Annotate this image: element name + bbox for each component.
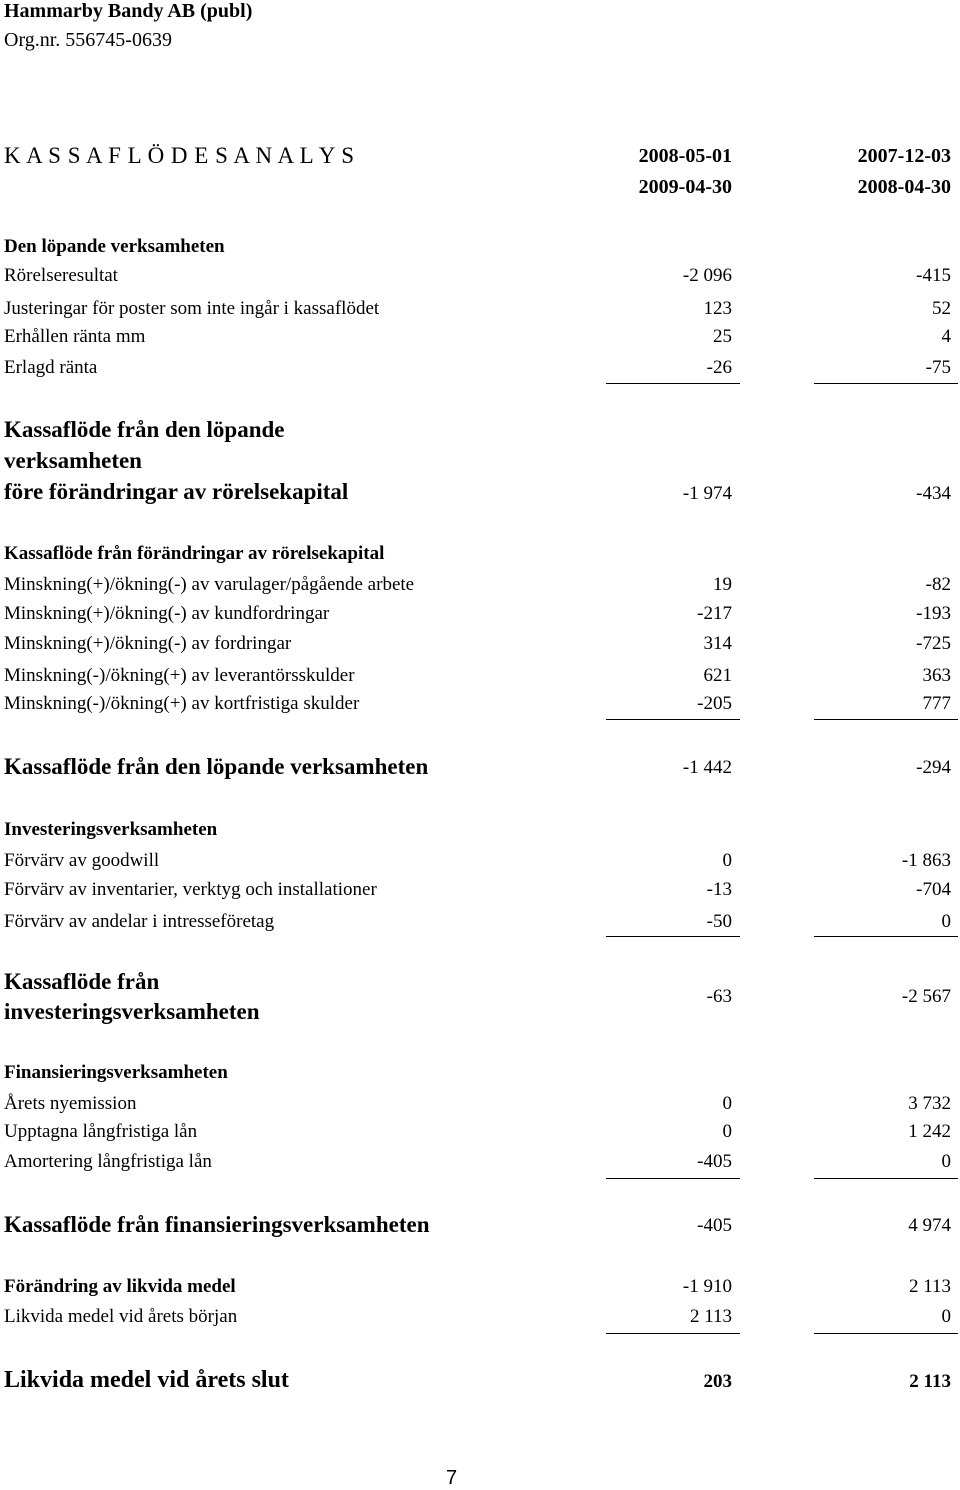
row-label: Likvida medel vid årets början: [4, 1306, 238, 1327]
subtotal-value-2: -2 567: [901, 986, 951, 1007]
row-value-2: -82: [925, 574, 951, 595]
row-value-1: 2 113: [689, 1306, 732, 1327]
row-value-2: 4: [941, 326, 951, 347]
row-value-2: 2 113: [908, 1276, 951, 1297]
row-value-2: 3 732: [908, 1093, 951, 1114]
period-1-from: 2008-05-01: [638, 145, 732, 167]
row-label: Minskning(+)/ökning(-) av fordringar: [4, 633, 292, 654]
subtotal-value-2: -294: [916, 757, 951, 778]
row-label: Minskning(+)/ökning(-) av kundfordringar: [4, 603, 330, 624]
row-label: Upptagna långfristiga lån: [4, 1121, 198, 1142]
row-label: Minskning(-)/ökning(+) av leverantörsskulder: [4, 665, 355, 686]
row-label: Justeringar för poster som inte ingår i kassaflödet: [4, 298, 380, 319]
row-value-1: -26: [706, 357, 732, 378]
subtotal-row: [0, 479, 960, 509]
row-value-2: 0: [941, 911, 951, 932]
row-label: Rörelseresultat: [4, 265, 118, 286]
row-value-1: -405: [697, 1151, 732, 1172]
table-row: [0, 574, 960, 604]
underline-col1: [606, 719, 740, 720]
subtotal-row: [0, 1212, 960, 1242]
underline-col2: [814, 383, 958, 384]
row-label: Förändring av likvida medel: [4, 1276, 236, 1297]
row-label: Förvärv av andelar i intresseföretag: [4, 911, 275, 932]
section-heading-investering: Investeringsverksamheten: [4, 819, 218, 840]
subtotal-label-line3: före förändringar av rörelsekapital: [4, 479, 349, 504]
subtotal-value-1: -405: [697, 1215, 732, 1236]
section-heading-finansiering: Finansieringsverksamheten: [4, 1062, 228, 1083]
row-value-2: 52: [932, 298, 951, 319]
underline-col2: [814, 1333, 958, 1334]
section-heading-rorelsekapital: Kassaflöde från förändringar av rörelsekapital: [4, 543, 385, 564]
period-1-to: 2009-04-30: [638, 176, 732, 198]
page-title: K A S S A F L Ö D E S A N A L Y S: [4, 143, 355, 168]
table-row: [0, 1121, 960, 1151]
subtotal-value-1: -1 974: [682, 483, 732, 504]
underline-col1: [606, 1178, 740, 1179]
subtotal-label-line2: investeringsverksamheten: [4, 999, 260, 1024]
total-row: [0, 1367, 960, 1397]
subtotal-value-1: -63: [706, 986, 732, 1007]
subtotal-label: Kassaflöde från finansieringsverksamheten: [4, 1212, 430, 1237]
row-value-1: -2 096: [682, 265, 732, 286]
row-value-1: 123: [703, 298, 732, 319]
row-value-2: -725: [916, 633, 951, 654]
row-value-1: 621: [703, 665, 732, 686]
row-value-1: -217: [697, 603, 732, 624]
table-row: [0, 850, 960, 880]
row-value-1: -205: [697, 693, 732, 714]
subtotal-value-2: -434: [916, 483, 951, 504]
underline-col2: [814, 936, 958, 937]
table-row: [0, 1093, 960, 1123]
row-value-1: 0: [722, 850, 732, 871]
row-value-1: 314: [703, 633, 732, 654]
row-label: Erhållen ränta mm: [4, 326, 146, 347]
underline-col1: [606, 936, 740, 937]
underline-col1: [606, 1333, 740, 1334]
page-number: 7: [446, 1467, 458, 1489]
table-row: [0, 879, 960, 909]
underline-col2: [814, 1178, 958, 1179]
row-value-1: 25: [713, 326, 732, 347]
period-2-from: 2007-12-03: [857, 145, 951, 167]
table-row: [0, 298, 960, 328]
subtotal-label-line1: Kassaflöde från den löpande: [4, 417, 285, 442]
row-value-1: -1 910: [682, 1276, 732, 1297]
row-value-1: 0: [722, 1093, 732, 1114]
row-value-2: -704: [916, 879, 951, 900]
row-label: Förvärv av goodwill: [4, 850, 160, 871]
subtotal-row: [0, 754, 960, 784]
row-value-2: 777: [922, 693, 951, 714]
total-value-1: 203: [703, 1371, 732, 1392]
row-value-2: 0: [941, 1151, 951, 1172]
subtotal-value-1: -1 442: [682, 757, 732, 778]
table-row-likvida-borjan: [0, 1306, 960, 1336]
table-row: [0, 603, 960, 633]
row-label: Årets nyemission: [4, 1093, 137, 1114]
row-value-1: 0: [722, 1121, 732, 1142]
period-2-to: 2008-04-30: [857, 176, 951, 198]
row-label: Amortering långfristiga lån: [4, 1151, 212, 1172]
table-row: [0, 326, 960, 356]
row-value-1: -50: [706, 911, 732, 932]
row-label: Erlagd ränta: [4, 357, 98, 378]
table-row: [0, 1151, 960, 1181]
row-value-2: 1 242: [908, 1121, 951, 1142]
row-value-2: -75: [925, 357, 951, 378]
row-value-2: -415: [916, 265, 951, 286]
row-label: Förvärv av inventarier, verktyg och installationer: [4, 879, 377, 900]
row-value-2: 363: [922, 665, 951, 686]
underline-col2: [814, 719, 958, 720]
subtotal-label-line1: Kassaflöde från: [4, 969, 160, 994]
section-heading-lopande: Den löpande verksamheten: [4, 236, 225, 257]
subtotal-label: Kassaflöde från den löpande verksamheten: [4, 754, 429, 779]
company-name: Hammarby Bandy AB (publ): [4, 0, 253, 22]
table-row: [0, 633, 960, 663]
table-row-forandring: [0, 1276, 960, 1306]
table-row: [0, 265, 960, 295]
row-value-1: 19: [713, 574, 732, 595]
total-label: Likvida medel vid årets slut: [4, 1367, 289, 1393]
row-value-2: -193: [916, 603, 951, 624]
total-value-2: 2 113: [909, 1371, 951, 1392]
row-label: Minskning(-)/ökning(+) av kortfristiga skulder: [4, 693, 360, 714]
row-value-2: -1 863: [901, 850, 951, 871]
org-number: Org.nr. 556745-0639: [4, 29, 172, 51]
underline-col1: [606, 383, 740, 384]
subtotal-label-line2: verksamheten: [4, 448, 142, 473]
row-value-2: 0: [941, 1306, 951, 1327]
subtotal-value-2: 4 974: [908, 1215, 951, 1236]
row-value-1: -13: [706, 879, 732, 900]
row-label: Minskning(+)/ökning(-) av varulager/pågående arbete: [4, 574, 415, 595]
table-row: [0, 665, 960, 695]
